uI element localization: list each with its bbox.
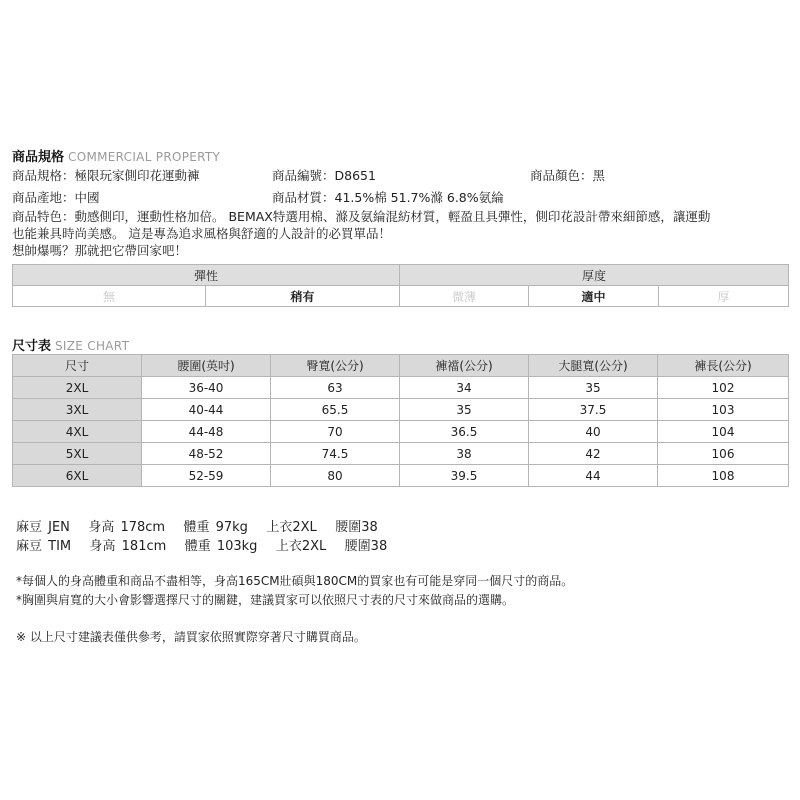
- model-top-size: 上衣2XL: [266, 520, 317, 535]
- elasticity-label: 彈性: [13, 265, 400, 286]
- size-chart-title: 尺寸表: [12, 339, 52, 354]
- model-waist: 腰圍38: [335, 520, 378, 535]
- size-cell: 6XL: [13, 465, 142, 487]
- spec-feature: [12, 208, 782, 259]
- size-cell: 2XL: [13, 377, 142, 399]
- table-cell: 70: [271, 421, 400, 443]
- table-cell: 103: [658, 399, 789, 421]
- table-cell: 34: [400, 377, 529, 399]
- thickness-option-selected: 適中: [529, 286, 659, 307]
- column-header: 腰圍(英吋): [142, 355, 271, 377]
- table-cell: 37.5: [529, 399, 658, 421]
- size-cell: 3XL: [13, 399, 142, 421]
- table-cell: 63: [271, 377, 400, 399]
- size-chart-title-en: SIZE CHART: [55, 339, 130, 353]
- attribute-table: [12, 264, 789, 307]
- model-weight: 體重 103kg: [184, 539, 258, 554]
- spec-feature-line: 也能兼具時尚美感。 這是專為追求風格與舒適的人設計的必買單品！: [12, 226, 391, 241]
- column-header: 褲長(公分): [658, 355, 789, 377]
- table-row: [13, 377, 789, 399]
- table-cell: 35: [529, 377, 658, 399]
- elasticity-option-selected: 稍有: [206, 286, 400, 307]
- model-weight: 體重 97kg: [183, 520, 248, 535]
- table-cell: 108: [658, 465, 789, 487]
- table-cell: 44-48: [142, 421, 271, 443]
- thickness-option: 微薄: [400, 286, 529, 307]
- model-height: 身高 181cm: [89, 539, 167, 554]
- column-header: 尺寸: [13, 355, 142, 377]
- spec-feature-line: 商品特色：動感側印，運動性格加倍。 BEMAX特選用棉、滌及氨綸混紡材質，輕盈且具彈性，側印花設計帶來細節感，讓運動: [12, 209, 711, 224]
- table-cell: 48-52: [142, 443, 271, 465]
- column-header: 褲襠(公分): [400, 355, 529, 377]
- table-cell: 40-44: [142, 399, 271, 421]
- table-cell: 80: [271, 465, 400, 487]
- table-row: [13, 465, 789, 487]
- spec-title-en: COMMERCIAL PROPERTY: [68, 150, 221, 164]
- elasticity-option: 無: [13, 286, 206, 307]
- spec-section-title: [12, 146, 220, 165]
- thickness-label: 厚度: [400, 265, 789, 286]
- spec-origin: 商品產地：中國: [12, 190, 100, 205]
- size-chart-header-row: [13, 355, 789, 377]
- table-cell: 36.5: [400, 421, 529, 443]
- size-note: *每個人的身高體重和商品不盡相等，身高165CM壯碩與180CM的買家也有可能是穿同一個尺寸的商品。: [16, 574, 574, 588]
- model-info-row: [16, 516, 378, 535]
- attribute-header-row: [13, 265, 789, 286]
- size-cell: 5XL: [13, 443, 142, 465]
- table-cell: 36-40: [142, 377, 271, 399]
- table-cell: 38: [400, 443, 529, 465]
- table-cell: 102: [658, 377, 789, 399]
- spec-color: 商品顏色：黑: [530, 168, 606, 183]
- table-cell: 40: [529, 421, 658, 443]
- table-cell: 44: [529, 465, 658, 487]
- size-note: *胸圍與肩寬的大小會影響選擇尺寸的關鍵，建議買家可以依照尺寸表的尺寸來做商品的選購。: [16, 593, 515, 607]
- model-name: 麻豆 JEN: [16, 520, 70, 535]
- spec-code: 商品編號：D8651: [272, 168, 376, 183]
- size-cell: 4XL: [13, 421, 142, 443]
- table-cell: 74.5: [271, 443, 400, 465]
- table-cell: 65.5: [271, 399, 400, 421]
- column-header: 臀寬(公分): [271, 355, 400, 377]
- disclaimer: ※ 以上尺寸建議表僅供參考，請買家依照實際穿著尺寸購買商品。: [16, 630, 366, 644]
- size-chart-section-title: [12, 335, 129, 354]
- spec-name: 商品規格：極限玩家側印花運動褲: [12, 168, 200, 183]
- attribute-option-row: [13, 286, 789, 307]
- table-cell: 42: [529, 443, 658, 465]
- model-height: 身高 178cm: [88, 520, 166, 535]
- model-top-size: 上衣2XL: [275, 539, 327, 554]
- spec-material: 商品材質：41.5%棉 51.7%滌 6.8%氨綸: [272, 190, 504, 205]
- size-chart-table: [12, 354, 789, 487]
- model-name: 麻豆 TIM: [16, 539, 72, 554]
- spec-feature-line: 想帥爆嗎？那就把它帶回家吧！: [12, 243, 188, 258]
- table-row: [13, 443, 789, 465]
- table-row: [13, 399, 789, 421]
- table-row: [13, 421, 789, 443]
- table-cell: 35: [400, 399, 529, 421]
- model-waist: 腰圍38: [344, 539, 388, 554]
- spec-title: 商品規格: [12, 150, 65, 165]
- table-cell: 39.5: [400, 465, 529, 487]
- model-info-row: [16, 535, 387, 554]
- table-cell: 106: [658, 443, 789, 465]
- column-header: 大腿寬(公分): [529, 355, 658, 377]
- table-cell: 52-59: [142, 465, 271, 487]
- table-cell: 104: [658, 421, 789, 443]
- thickness-option: 厚: [659, 286, 789, 307]
